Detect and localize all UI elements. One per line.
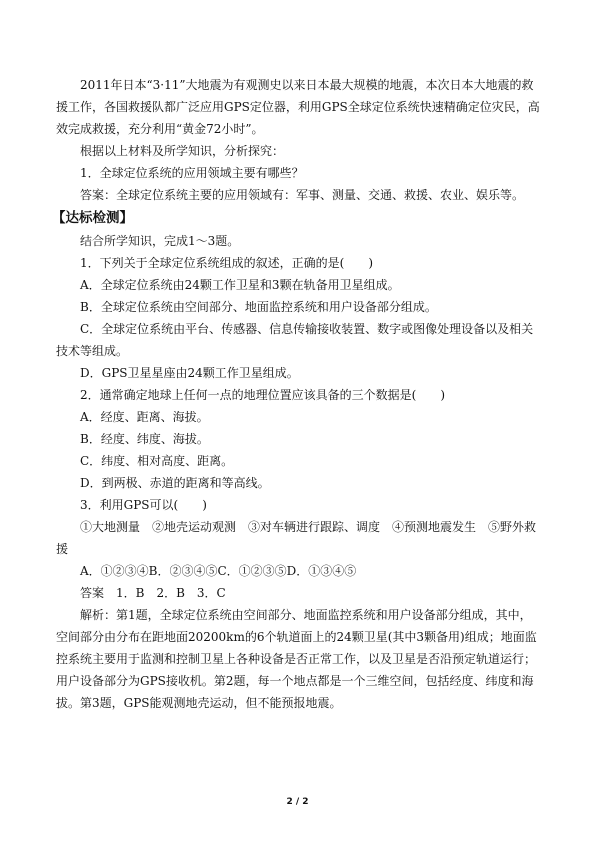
q1-option-d: D．GPS卫星星座由24颗工作卫星组成。	[80, 366, 299, 380]
q1-option-b: B．全球定位系统由空间部分、地面监控系统和用户设备部分组成。	[80, 300, 437, 314]
prompt-line: 根据以上材料及所学知识，分析探究：	[80, 144, 285, 158]
question-2: 2．通常确定地球上任何一点的地理位置应该具备的三个数据是( )	[80, 388, 446, 402]
page-number: 2 / 2	[286, 797, 309, 807]
question-line: 1．全球定位系统的应用领域主要有哪些？	[80, 166, 304, 180]
page-content	[52, 74, 543, 714]
q2-option-d: D．到两极、赤道的距离和等高线。	[80, 476, 270, 490]
test-instruction: 结合所学知识，完成1～3题。	[80, 234, 240, 248]
answer-line: 答案：全球定位系统主要的应用领域有：军事、测量、交通、救援、农业、娱乐等。	[80, 188, 525, 202]
explanation: 解析：第1题，全球定位系统由空间部分、地面监控系统和用户设备部分组成，其中，空间部分由分布在距地面20200km的6个轨道面上的24颗卫星(其中3颗备用)组成；地面监控系统主要用于监测和控制卫星上各种设备是否正常工作，以及卫星是否沿预定轨道运行；用户设备部分为GPS接收机。第2题，每一个地点都是一个三维空间，包括经度、纬度和海拔。第3题，GPS能观测地壳运动，但不能预报地震。	[56, 608, 537, 710]
intro-paragraph: 2011年日本“3·11”大地震为有观测史以来日本最大规模的地震，本次日本大地震的救援工作，各国救援队都广泛应用GPS定位器，利用GPS全球定位系统快速精确定位灾民，高效完成救援，充分利用“黄金72小时”。	[56, 78, 540, 136]
q1-option-a: A．全球定位系统由24颗工作卫星和3颗在轨备用卫星组成。	[80, 278, 400, 292]
question-1: 1．下列关于全球定位系统组成的叙述，正确的是( )	[80, 256, 374, 270]
question-3: 3．利用GPS可以( )	[80, 498, 207, 512]
section-title: 【达标检测】	[52, 210, 133, 226]
answer-key: 答案 1．B 2．B 3．C	[80, 586, 226, 600]
q2-option-a: A．经度、距离、海拔。	[80, 410, 209, 424]
q2-option-b: B．经度、纬度、海拔。	[80, 432, 209, 446]
q3-options: A．①②③④B．②③④⑤C．①②③⑤D．①③④⑤	[80, 564, 357, 578]
q1-option-c: C．全球定位系统由平台、传感器、信息传输接收装置、数字或图像处理设备以及相关技术等组成。	[56, 322, 534, 358]
q3-items: ①大地测量 ②地壳运动观测 ③对车辆进行跟踪、调度 ④预测地震发生 ⑤野外救援	[56, 520, 537, 556]
q2-option-c: C．纬度、相对高度、距离。	[80, 454, 234, 468]
